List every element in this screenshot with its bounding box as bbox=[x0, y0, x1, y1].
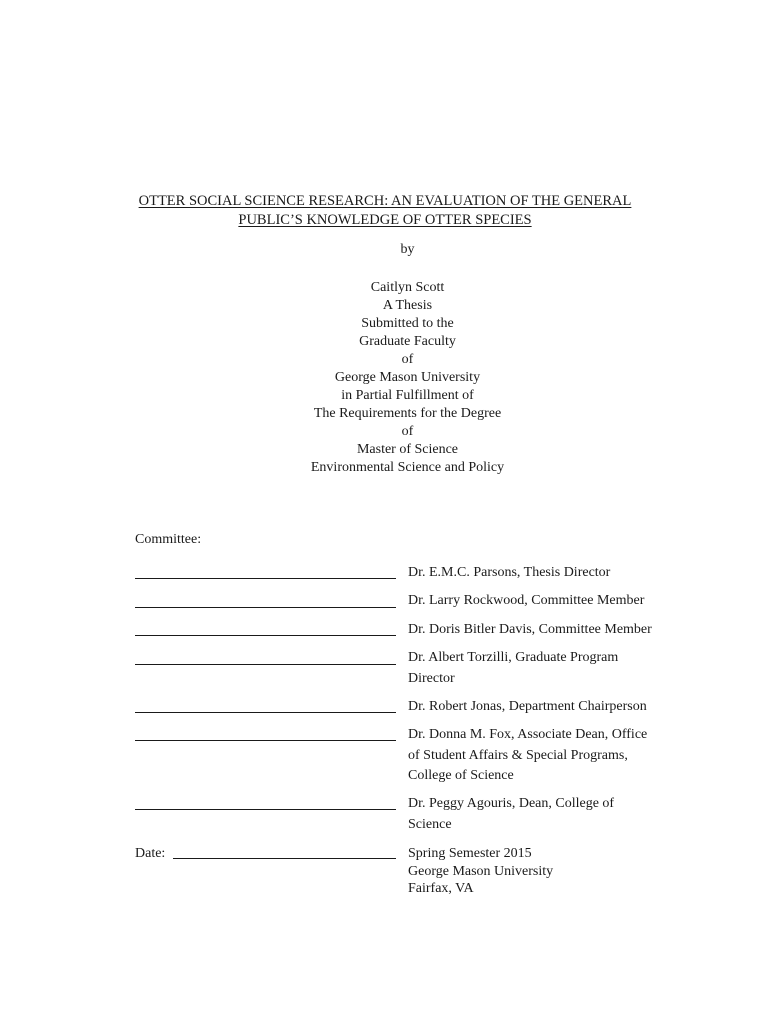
signature-line bbox=[135, 740, 396, 741]
requirements-line: The Requirements for the Degree bbox=[313, 406, 502, 421]
committee-member bbox=[408, 648, 688, 689]
member-name: Dr. Peggy Agouris, Dean, College of bbox=[408, 796, 615, 811]
signature-line bbox=[135, 712, 396, 713]
member-name: Dr. Larry Rockwood, Committee Member bbox=[408, 593, 645, 608]
thesis-title-line-2: PUBLIC’S KNOWLEDGE OF OTTER SPECIES bbox=[238, 212, 532, 228]
faculty-line: Graduate Faculty bbox=[359, 334, 456, 349]
committee-member bbox=[408, 620, 688, 641]
of-line-1: of bbox=[401, 352, 414, 367]
program-name: Environmental Science and Policy bbox=[310, 460, 505, 475]
footer-university: George Mason University bbox=[408, 863, 554, 879]
date-label: Date: bbox=[135, 846, 166, 861]
submission-footer bbox=[408, 845, 553, 898]
member-name: Dr. Albert Torzilli, Graduate Program bbox=[408, 650, 619, 665]
signature-line bbox=[135, 635, 396, 636]
degree-name: Master of Science bbox=[356, 442, 459, 457]
committee-member bbox=[408, 697, 688, 718]
committee-member bbox=[408, 794, 688, 835]
author-name: Caitlyn Scott bbox=[370, 280, 445, 295]
semester: Spring Semester 2015 bbox=[408, 846, 532, 861]
member-name: Dr. Donna M. Fox, Associate Dean, Office bbox=[408, 727, 648, 742]
committee-member bbox=[408, 725, 688, 787]
signature-line bbox=[135, 664, 396, 665]
signature-line bbox=[135, 809, 396, 810]
committee-label: Committee: bbox=[135, 532, 202, 547]
member-role-continued: of Student Affairs & Special Programs, bbox=[408, 747, 628, 763]
of-line-2: of bbox=[401, 424, 414, 439]
committee-member bbox=[408, 591, 688, 612]
member-name: Dr. Robert Jonas, Department Chairperson bbox=[408, 699, 647, 714]
committee-member bbox=[408, 563, 688, 584]
thesis-title-line-1: OTTER SOCIAL SCIENCE RESEARCH: AN EVALUATION OF THE GENERAL bbox=[138, 193, 632, 209]
footer-location: Fairfax, VA bbox=[408, 881, 474, 896]
fulfillment-line: in Partial Fulfillment of bbox=[341, 388, 474, 403]
author-degree-block bbox=[0, 279, 770, 477]
member-role-continued: College of Science bbox=[408, 768, 514, 783]
document-type: A Thesis bbox=[382, 298, 433, 313]
member-name: Dr. Doris Bitler Davis, Committee Member bbox=[408, 622, 652, 637]
by-text: by bbox=[400, 242, 415, 257]
signature-line bbox=[135, 607, 396, 608]
thesis-title bbox=[0, 192, 770, 230]
date-signature-line bbox=[173, 858, 396, 859]
member-role-continued: Science bbox=[408, 816, 452, 832]
university-name: George Mason University bbox=[334, 370, 481, 385]
member-role-continued: Director bbox=[408, 670, 455, 686]
member-name: Dr. E.M.C. Parsons, Thesis Director bbox=[408, 565, 611, 580]
signature-line bbox=[135, 578, 396, 579]
by-line bbox=[0, 241, 770, 259]
submission-line: Submitted to the bbox=[361, 316, 454, 331]
